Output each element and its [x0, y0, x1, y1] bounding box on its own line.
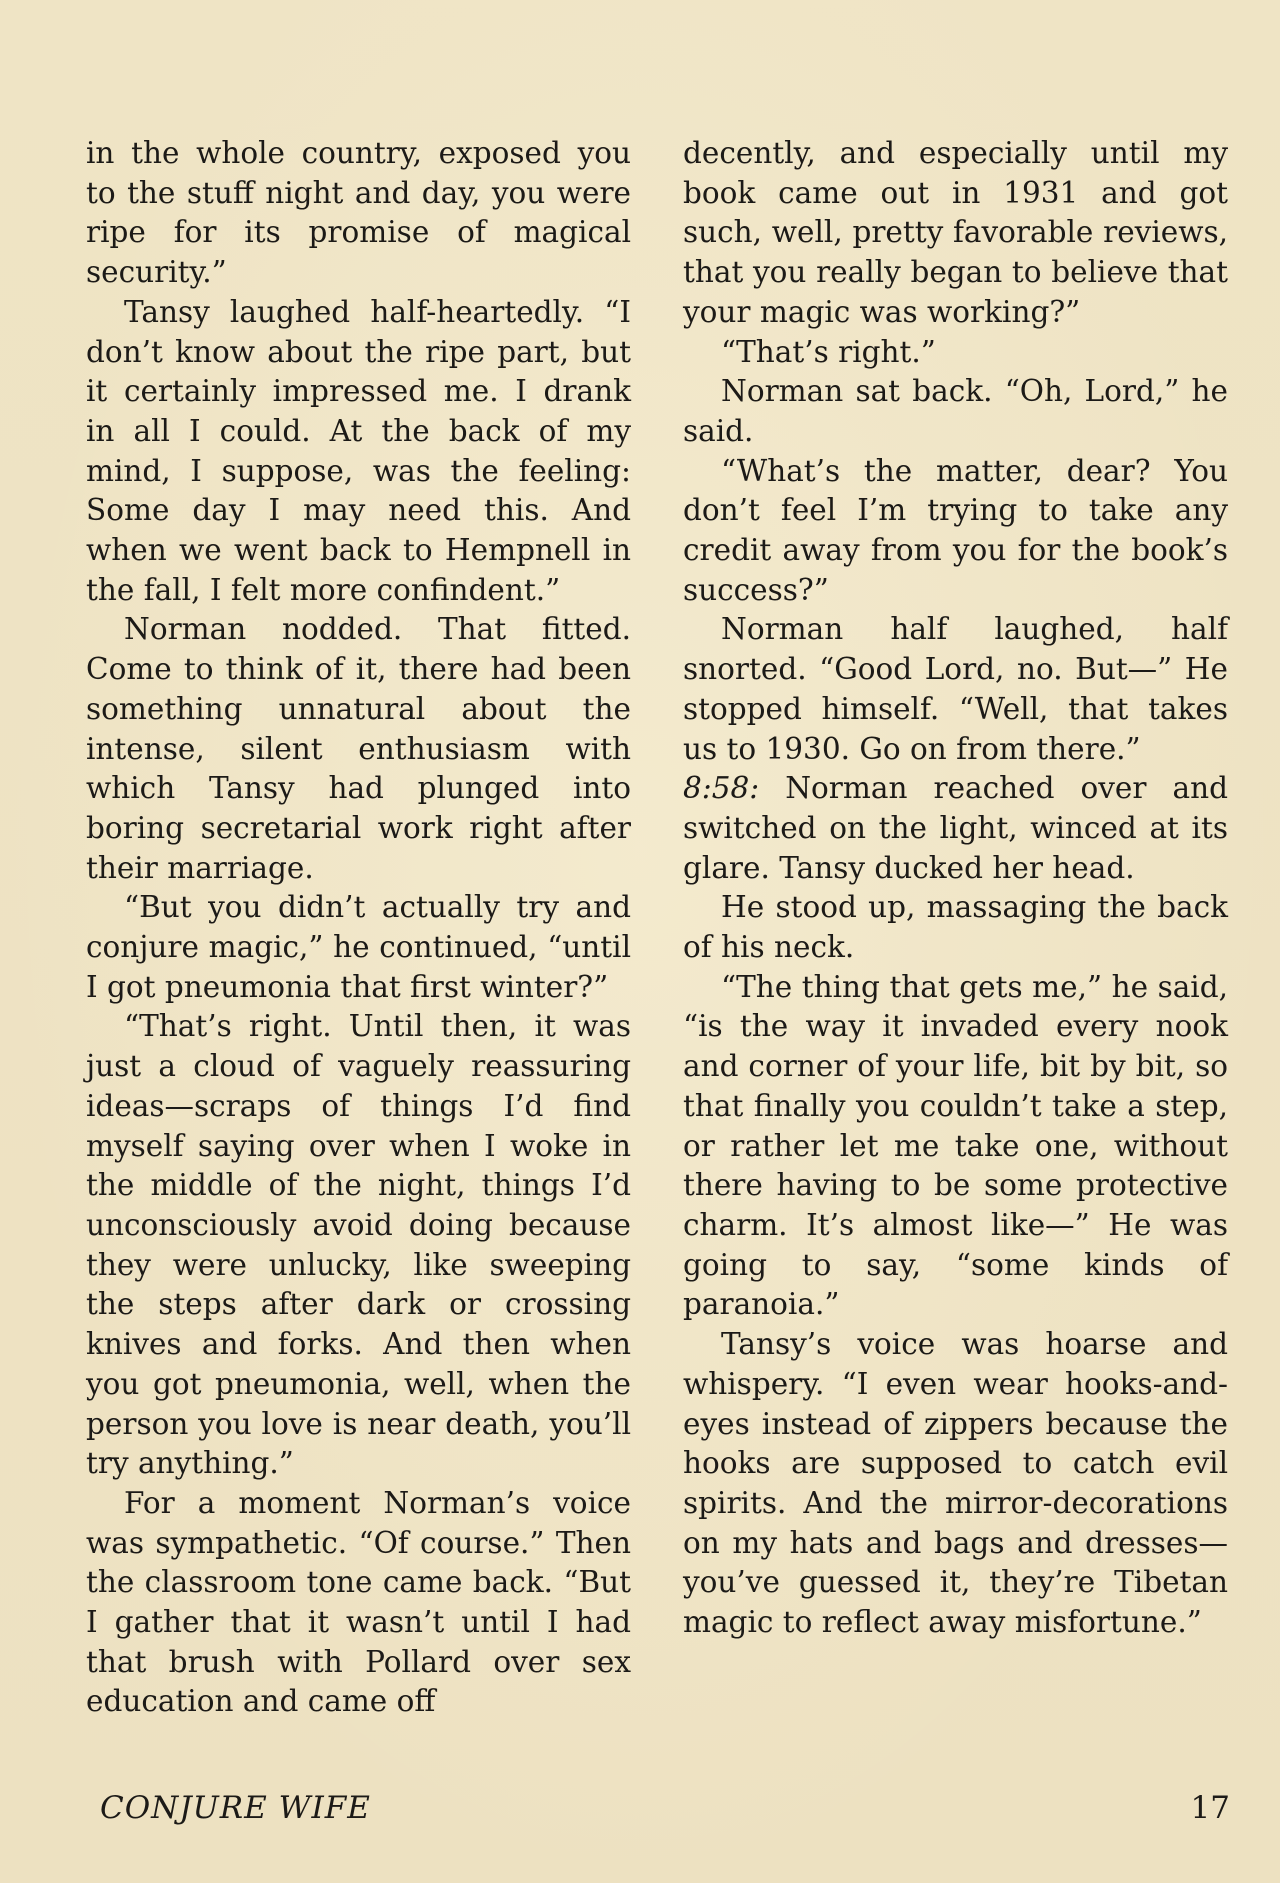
paragraph: Tansy’s voice was hoarse and whispery. “I even wear hooks-and-eyes instead of zippers because the hooks are supposed to catch evil spirits. And the mirror-decorations on my hats and bags and dresses—you’ve guessed it, they’re Tibetan magic to reflect away misfortune.” [683, 1327, 1228, 1640]
paragraph-timestamp [683, 769, 1228, 888]
timestamp: 8:58: [683, 771, 760, 806]
paragraph-text: Norman reached over and switched on the light, winced at its glare. Tansy ducked her head. [683, 771, 1228, 885]
paragraph: Norman half laughed, half snorted. “Good Lord, no. But—” He stopped himself. “Well, that takes us to 1930. Go on from there.” [683, 612, 1228, 766]
page-footer [100, 1790, 1230, 1830]
paragraph: “What’s the matter, dear? You don’t feel I’m trying to take any credit away from you for the book’s success?” [683, 453, 1228, 607]
paragraph: in the whole country, exposed you to the stuff night and day, you were ripe for its promise of magical security.” [86, 136, 631, 290]
paragraph: “The thing that gets me,” he said, “is the way it invaded every nook and corner of your life, bit by bit, so that finally you couldn’t take a step, or rather let me take one, without there having to be some protective charm. It’s almost like—” He was going to say, “some kinds of paranoia.” [683, 969, 1228, 1322]
running-title: CONJURE WIFE [100, 1790, 371, 1826]
paragraph: For a moment Norman’s voice was sympathetic. “Of course.” Then the classroom tone came back. “But I gather that it wasn’t until I had that brush with Pollard over sex education and came off [86, 1485, 631, 1719]
right-column [683, 134, 1228, 1643]
paragraph: “That’s right.” [721, 334, 936, 369]
paragraph: “That’s right. Until then, it was just a cloud of vaguely reassuring ideas—scraps of things I’d find myself saying over when I woke in the middle of the night, things I’d unconsciously avoid doing because they were unlucky, like sweeping the steps after dark or crossing knives and forks. And then when you got pneumonia, well, when the person you love is near death, you’ll try anything.” [86, 1009, 631, 1481]
paragraph: “But you didn’t actually try and conjure magic,” he continued, “until I got pneumonia that first winter?” [86, 890, 631, 1004]
paragraph: Tansy laughed half-heartedly. “I don’t know about the ripe part, but it certainly impressed me. I drank in all I could. At the back of my mind, I suppose, was the feeling: Some day I may need this. And when we went back to Hempnell in the fall, I felt more confindent.” [86, 294, 631, 607]
page-number: 17 [1190, 1790, 1230, 1826]
paragraph: Norman nodded. That fitted. Come to think of it, there had been something unnatural about the intense, silent enthusiasm with which Tansy had plunged into boring secretarial work right after their marriage. [86, 612, 631, 885]
paragraph: decently, and especially until my book came out in 1931 and got such, well, pretty favorable reviews, that you really began to believe that your magic was working?” [683, 136, 1228, 329]
paragraph: He stood up, massaging the back of his neck. [683, 890, 1228, 965]
paragraph: Norman sat back. “Oh, Lord,” he said. [683, 374, 1228, 448]
left-column [86, 134, 631, 1722]
